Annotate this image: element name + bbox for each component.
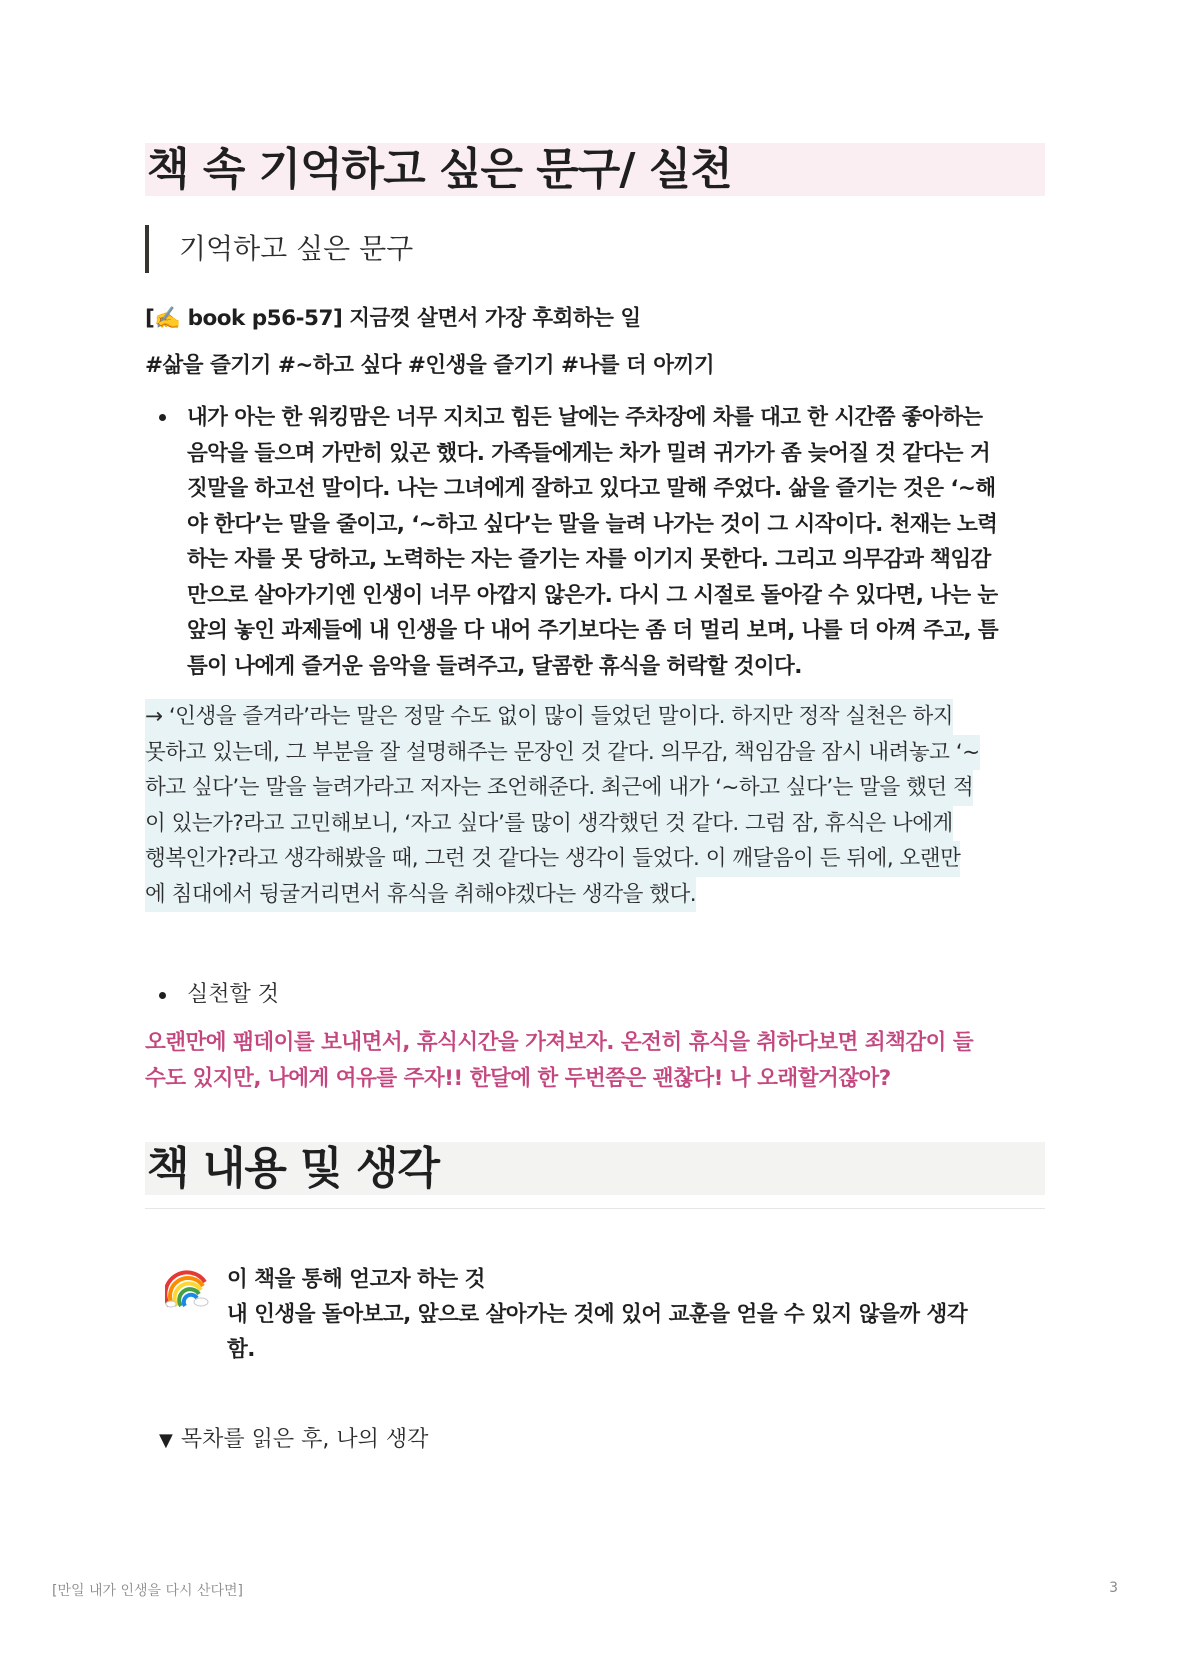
- excerpt-line: 짓말을 하고선 말이다. 나는 그녀에게 잘하고 있다고 말해 주었다. 삶을 즐기는 것은 ‘~해: [187, 476, 996, 501]
- practice-line: 오랜만에 팸데이를 보내면서, 휴식시간을 가져보자. 온전히 휴식을 취하다보면 죄책감이 들: [145, 1030, 974, 1055]
- bullet-item-practice: [145, 977, 279, 1013]
- excerpt-line: 틈이 나에게 즐거운 음악을 들려주고, 달콤한 휴식을 허락할 것이다.: [187, 653, 802, 679]
- footer-title: [만일 내가 인생을 다시 산다면]: [52, 1583, 244, 1599]
- reflection-line: 행복인가?라고 생각해봤을 때, 그런 것 같다는 생각이 들었다. 이 깨달음이 든 뒤에, 오랜만: [145, 841, 960, 877]
- reflection-line: 에 침대에서 뒹굴거리면서 휴식을 취해야겠다는 생각을 했다.: [145, 877, 696, 913]
- reflection-line: 못하고 있는데, 그 부분을 잘 설명해주는 문장인 것 같다. 의무감, 책임감을 잠시 내려놓고 ‘~: [145, 735, 980, 771]
- excerpt-line: 야 한다’는 말을 줄이고, ‘~하고 싶다’는 말을 늘려 나가는 것이 그 시작이다. 천재는 노력: [187, 511, 998, 537]
- excerpt-line: 음악을 들으며 가만히 있곤 했다. 가족들에게는 차가 밀려 귀가가 좀 늦어질 것 같다는 거: [187, 440, 990, 466]
- callout-block: [165, 1262, 1005, 1367]
- section-heading-quotes: [145, 143, 1045, 196]
- toggle-toc-thoughts[interactable]: [159, 1422, 428, 1458]
- section-heading-content: [145, 1142, 1045, 1195]
- bullet-item-excerpt: [145, 400, 1045, 684]
- heading-divider: [145, 1208, 1045, 1209]
- excerpt-line: 앞의 놓인 과제들에 내 인생을 다 내어 주기보다는 좀 더 멀리 보며, 나를 더 아껴 주고, 틈: [187, 618, 999, 643]
- practice-line: 수도 있지만, 나에게 여유를 주자!! 한달에 한 두번쯤은 괜찮다! 나 오래할거잖아?: [145, 1066, 891, 1091]
- callout-text: [227, 1262, 1005, 1367]
- rainbow-icon: [165, 1268, 209, 1308]
- excerpt-line: 내가 아는 한 워킹맘은 너무 지치고 힘든 날에는 주차장에 차를 대고 한 시간쯤 좋아하는: [187, 405, 983, 430]
- hashtags: #삶을 즐기기 #~하고 싶다 #인생을 즐기기 #나를 더 아끼기: [145, 353, 715, 378]
- reflection-paragraph: [145, 699, 1045, 912]
- callout-line: 내 인생을 돌아보고, 앞으로 살아가는 것에 있어 교훈을 얻을 수 있지 않을까 생각: [227, 1302, 968, 1327]
- callout-line: 함.: [227, 1337, 255, 1362]
- page-number: 3: [1109, 1580, 1118, 1596]
- practice-label: 실천할 것: [187, 982, 280, 1007]
- callout-line: 이 책을 통해 얻고자 하는 것: [227, 1267, 485, 1292]
- section-heading-text: 책 속 기억하고 싶은 문구/ 실천: [147, 144, 732, 195]
- bullet-dot: [159, 992, 166, 999]
- toggle-arrow-icon[interactable]: ▼: [159, 1430, 173, 1451]
- reflection-line: 하고 싶다’는 말을 늘려가라고 저자는 조언해준다. 최근에 내가 ‘~하고 싶다’는 말을 했던 적: [145, 770, 973, 806]
- excerpt-line: 만으로 살아가기엔 인생이 너무 아깝지 않은가. 다시 그 시절로 돌아갈 수 있다면, 나는 눈: [187, 582, 998, 608]
- practice-text: [145, 1025, 1045, 1097]
- quote-block: 기억하고 싶은 문구: [145, 225, 413, 273]
- reflection-line: 이 있는가?라고 고민해보니, ‘자고 싶다’를 많이 생각했던 것 같다. 그럼 잠, 휴식은 나에게: [145, 806, 953, 842]
- book-reference: [✍️ book p56-57] 지금껏 살면서 가장 후회하는 일: [145, 306, 641, 331]
- excerpt-line: 하는 자를 못 당하고, 노력하는 자는 즐기는 자를 이기지 못한다. 그리고 의무감과 책임감: [187, 547, 991, 572]
- toggle-label: 목차를 읽은 후, 나의 생각: [180, 1427, 429, 1452]
- section-heading-text: 책 내용 및 생각: [147, 1143, 439, 1194]
- reflection-line: → ‘인생을 즐겨라’라는 말은 정말 수도 없이 많이 들었던 말이다. 하지만 정작 실천은 하지: [145, 699, 953, 735]
- bullet-dot: [159, 414, 166, 421]
- excerpt-text: [187, 400, 1045, 684]
